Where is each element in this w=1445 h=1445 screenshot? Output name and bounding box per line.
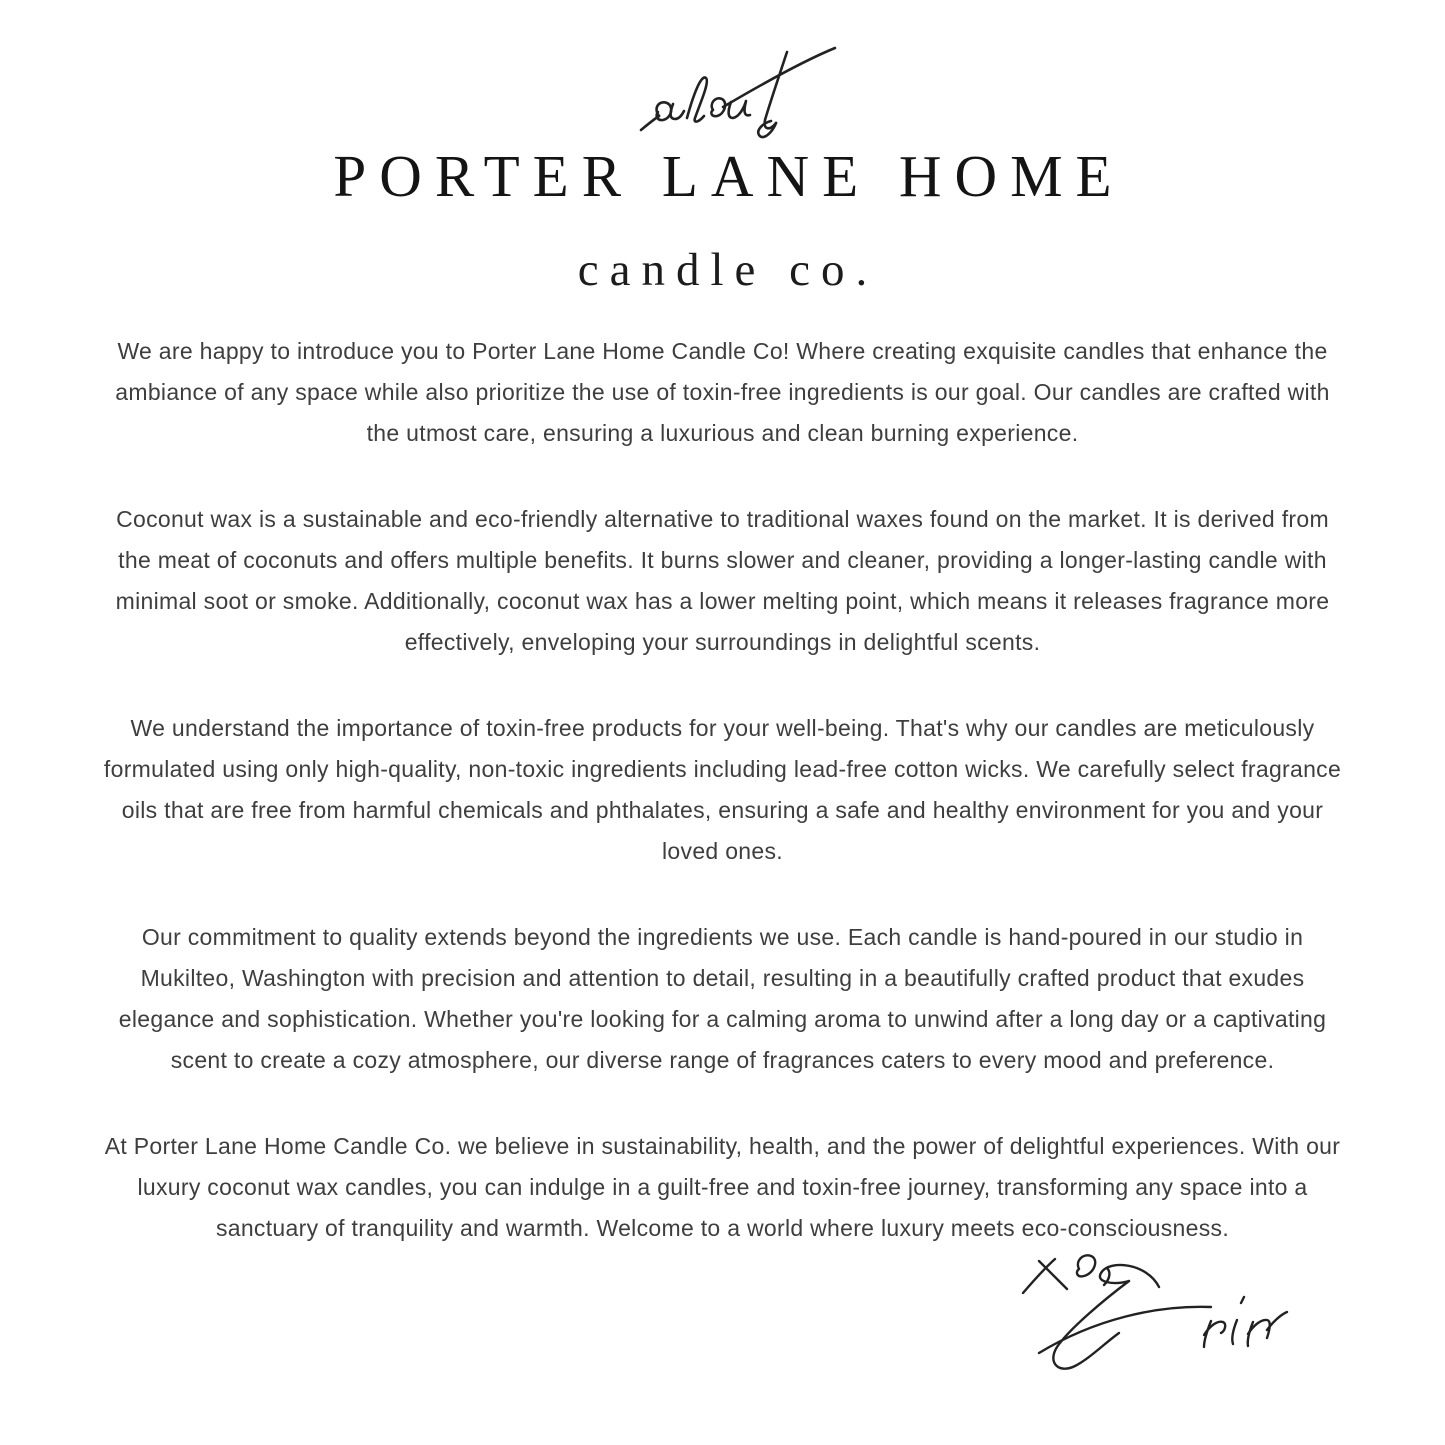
about-body [101, 331, 1345, 1249]
about-paragraph-quality: Our commitment to quality extends beyond the ingredients we use. Each candle is hand-poured in our studio in Mukilteo, Washington with precision and attention to detail, resulting in a beautifully crafted product that exudes elegance and sophistication. Whether you're looking for a calming aroma to unwind after a long day or a captivating scent to create a cozy atmosphere, our diverse range of fragrances caters to every mood and preference. [118, 924, 1327, 1073]
brand-subtitle: candle co. [577, 244, 879, 296]
signature-block [0, 1235, 1445, 1395]
brand-title: PORTER LANE HOME [333, 143, 1125, 209]
about-paragraph-coconut-wax: Coconut wax is a sustainable and eco-friendly alternative to traditional waxes found on the market. It is derived from the meat of coconuts and offers multiple benefits. It burns slower and cleaner, providing a longer-lasting candle with minimal soot or smoke. Additionally, coconut wax has a lower melting point, which means it releases fragrance more effectively, enveloping your surroundings in delightful scents. [115, 506, 1330, 655]
signature-handwriting [987, 1235, 1297, 1395]
about-paragraph-mission: At Porter Lane Home Candle Co. we believe in sustainability, health, and the power of delightful experiences. With our luxury coconut wax candles, you can indulge in a guilt-free and toxin-free journey, transforming any space into a sanctuary of tranquility and warmth. Welcome to a world where luxury meets eco-consciousness. [104, 1133, 1341, 1241]
about-script-drawing [629, 34, 845, 144]
about-script-handwriting [629, 34, 845, 140]
about-paragraph-intro: We are happy to introduce you to Porter Lane Home Candle Co! Where creating exquisite candles that enhance the ambiance of any space while also prioritize the use of toxin-free ingredients is our goal. Our candles are crafted with the utmost care, ensuring a luxurious and clean burning experience. [115, 338, 1330, 446]
about-paragraph-toxin-free: We understand the importance of toxin-free products for your well-being. That's why our candles are meticulously formulated using only high-quality, non-toxic ingredients including lead-free cotton wicks. We carefully select fragrance oils that are free from harmful chemicals and phthalates, ensuring a safe and healthy environment for you and your loved ones. [103, 715, 1342, 864]
